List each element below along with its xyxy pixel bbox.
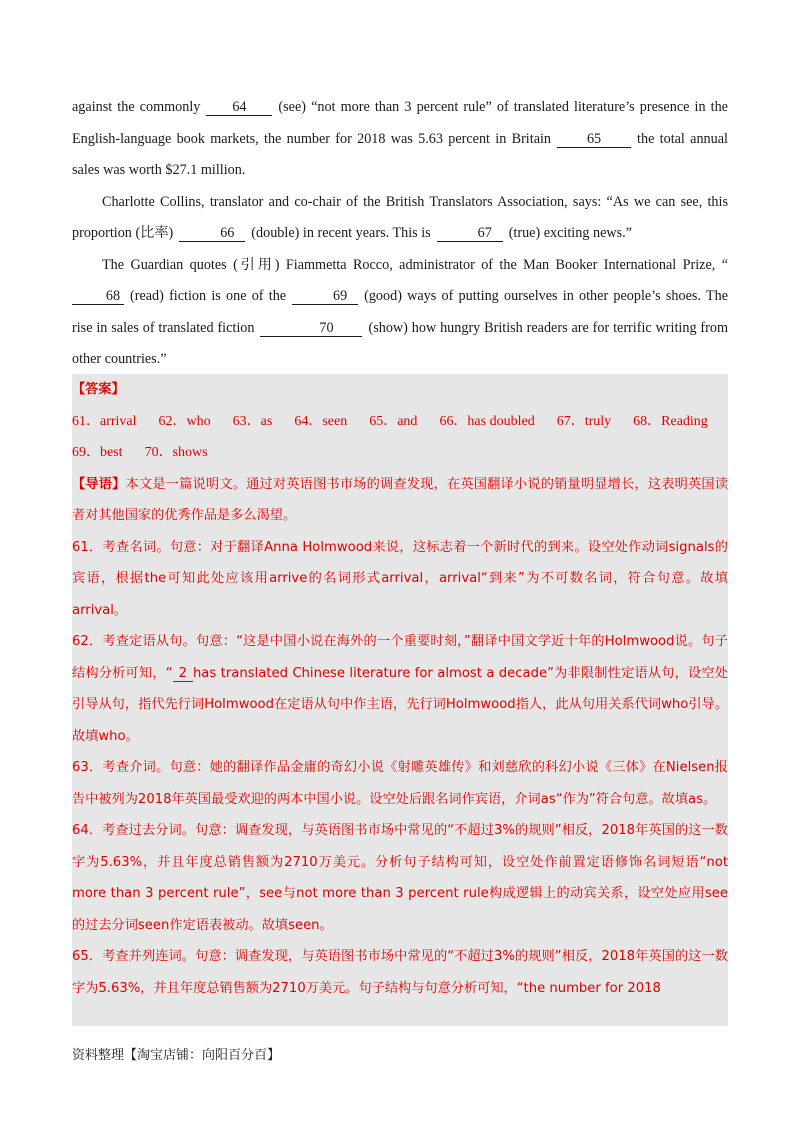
blank-66: 66 (179, 225, 245, 242)
passage-paragraph-3 (72, 250, 728, 376)
guide-label: 【导语】 (72, 476, 126, 492)
guide-paragraph (72, 469, 728, 532)
text-run: (read) fiction is one of the (130, 288, 287, 304)
answer-list (72, 406, 728, 469)
answer-item: 62．who (158, 413, 211, 429)
text-run: has translated Chinese literature for almost a decade”为非限制性定语从句，设空处引导从句，指代先行词Holmwood在定语从句中作主语，先行词Holmwood指人，此从句用关系代词who引导。故填who。 (72, 665, 728, 744)
blank-69: 69 (292, 288, 358, 305)
answer-item: 66．has doubled (439, 413, 535, 429)
explanation-64: 64．考查过去分词。句意：调查发现，与英语图书市场中常见的“不超过3%的规则”相反，2018年英国的这一数字为5.63%，并且年度总销售额为2710万美元。分析句子结构可知，设空处作前置定语修饰名词短语“not more than 3 percent rule”，see与not more than 3 percent rule构成逻辑上的动宾关系，设空处应用see的过去分词seen作定语表被动。故填seen。 (72, 823, 728, 933)
blank-67: 67 (437, 225, 503, 242)
text-run: against the commonly (72, 99, 201, 115)
answer-item: 67．truly (556, 413, 612, 429)
text-run: Charlotte Collins, translator and co-chair of the British Translators Association, says: “As we can see, this proportion (比率) (72, 193, 728, 241)
answer-item: 70．shows (144, 445, 208, 460)
answer-item: 65．and (369, 413, 418, 429)
explanation-62 (72, 626, 728, 752)
blank-70: 70 (260, 320, 362, 337)
answer-item: 68．Reading (633, 413, 708, 429)
answer-label: 【答案】 (72, 382, 125, 397)
answer-item: 61．arrival (72, 413, 137, 429)
blank-68: 68 (72, 288, 124, 305)
text-run: (see) “not more than 3 percent rule” of translated literature’s presence in the English-language book markets, the number for 2018 was 5.63 percent in Britain (72, 99, 728, 147)
explanation-61: 61．考查名词。句意：对于翻译Anna Holmwood来说，这标志着一个新时代的到来。设空处作动词signals的宾语，根据the可知此处应该用arrive的名词形式arrival，arrival“到来”为不可数名词，符合句意。故填arrival。 (72, 539, 728, 618)
passage-paragraph-2 (72, 187, 728, 250)
answer-item: 64．seen (294, 413, 348, 429)
answer-item: 69．best (72, 445, 123, 460)
text-run: (double) in recent years. This is (251, 225, 431, 241)
text-run: the total annual sales was worth $27.1 million. (72, 130, 728, 178)
text-run: 62．考查定语从句。句意：“这是中国小说在海外的一个重要时刻，”翻译中国文学近十年的Holmwood说。句子结构分析可知，“ (72, 634, 728, 681)
answer-section (72, 374, 728, 1004)
text-run: The Guardian quotes (引用) Fiammetta Rocco, administrator of the Man Booker International Prize, “ (102, 256, 728, 273)
text-run: (show) how hungry British readers are for terrific writing from other countries.” (72, 319, 728, 367)
blank-64: 64 (206, 99, 272, 116)
answer-item: 63．as (232, 413, 273, 429)
explanation-65: 65．考查并列连词。句意：调查发现，与英语图书市场中常见的“不超过3%的规则”相反，2018年英国的这一数字为5.63%，并且年度总销售额为2710万美元。句子结构与句意分析可知，“the number for 2018 (72, 949, 728, 996)
guide-text: 本文是一篇说明文。通过对英语图书市场的调查发现，在英国翻译小说的销量明显增长，这表明英国读者对其他国家的优秀作品是多么渴望。 (72, 476, 729, 523)
footer-note: 资料整理【淘宝店铺：向阳百分百】 (72, 1048, 281, 1063)
text-run: (good) ways of putting ourselves in other people’s shoes. The rise in sales of translated fiction (72, 288, 728, 336)
passage-paragraph-1 (72, 92, 728, 187)
explanation-63: 63．考查介词。句意：她的翻译作品金庸的奇幻小说《射雕英雄传》和刘慈欣的科幻小说《三体》在Nielsen报告中被列为2018年英国最受欢迎的两本中国小说。设空处后跟名词作宾语，介词as“作为”符合句意。故填as。 (72, 760, 728, 807)
text-run: (true) exciting news.” (508, 225, 632, 241)
inline-blank: 2 (173, 666, 193, 682)
blank-65: 65 (557, 131, 631, 148)
passage-text (72, 92, 728, 376)
